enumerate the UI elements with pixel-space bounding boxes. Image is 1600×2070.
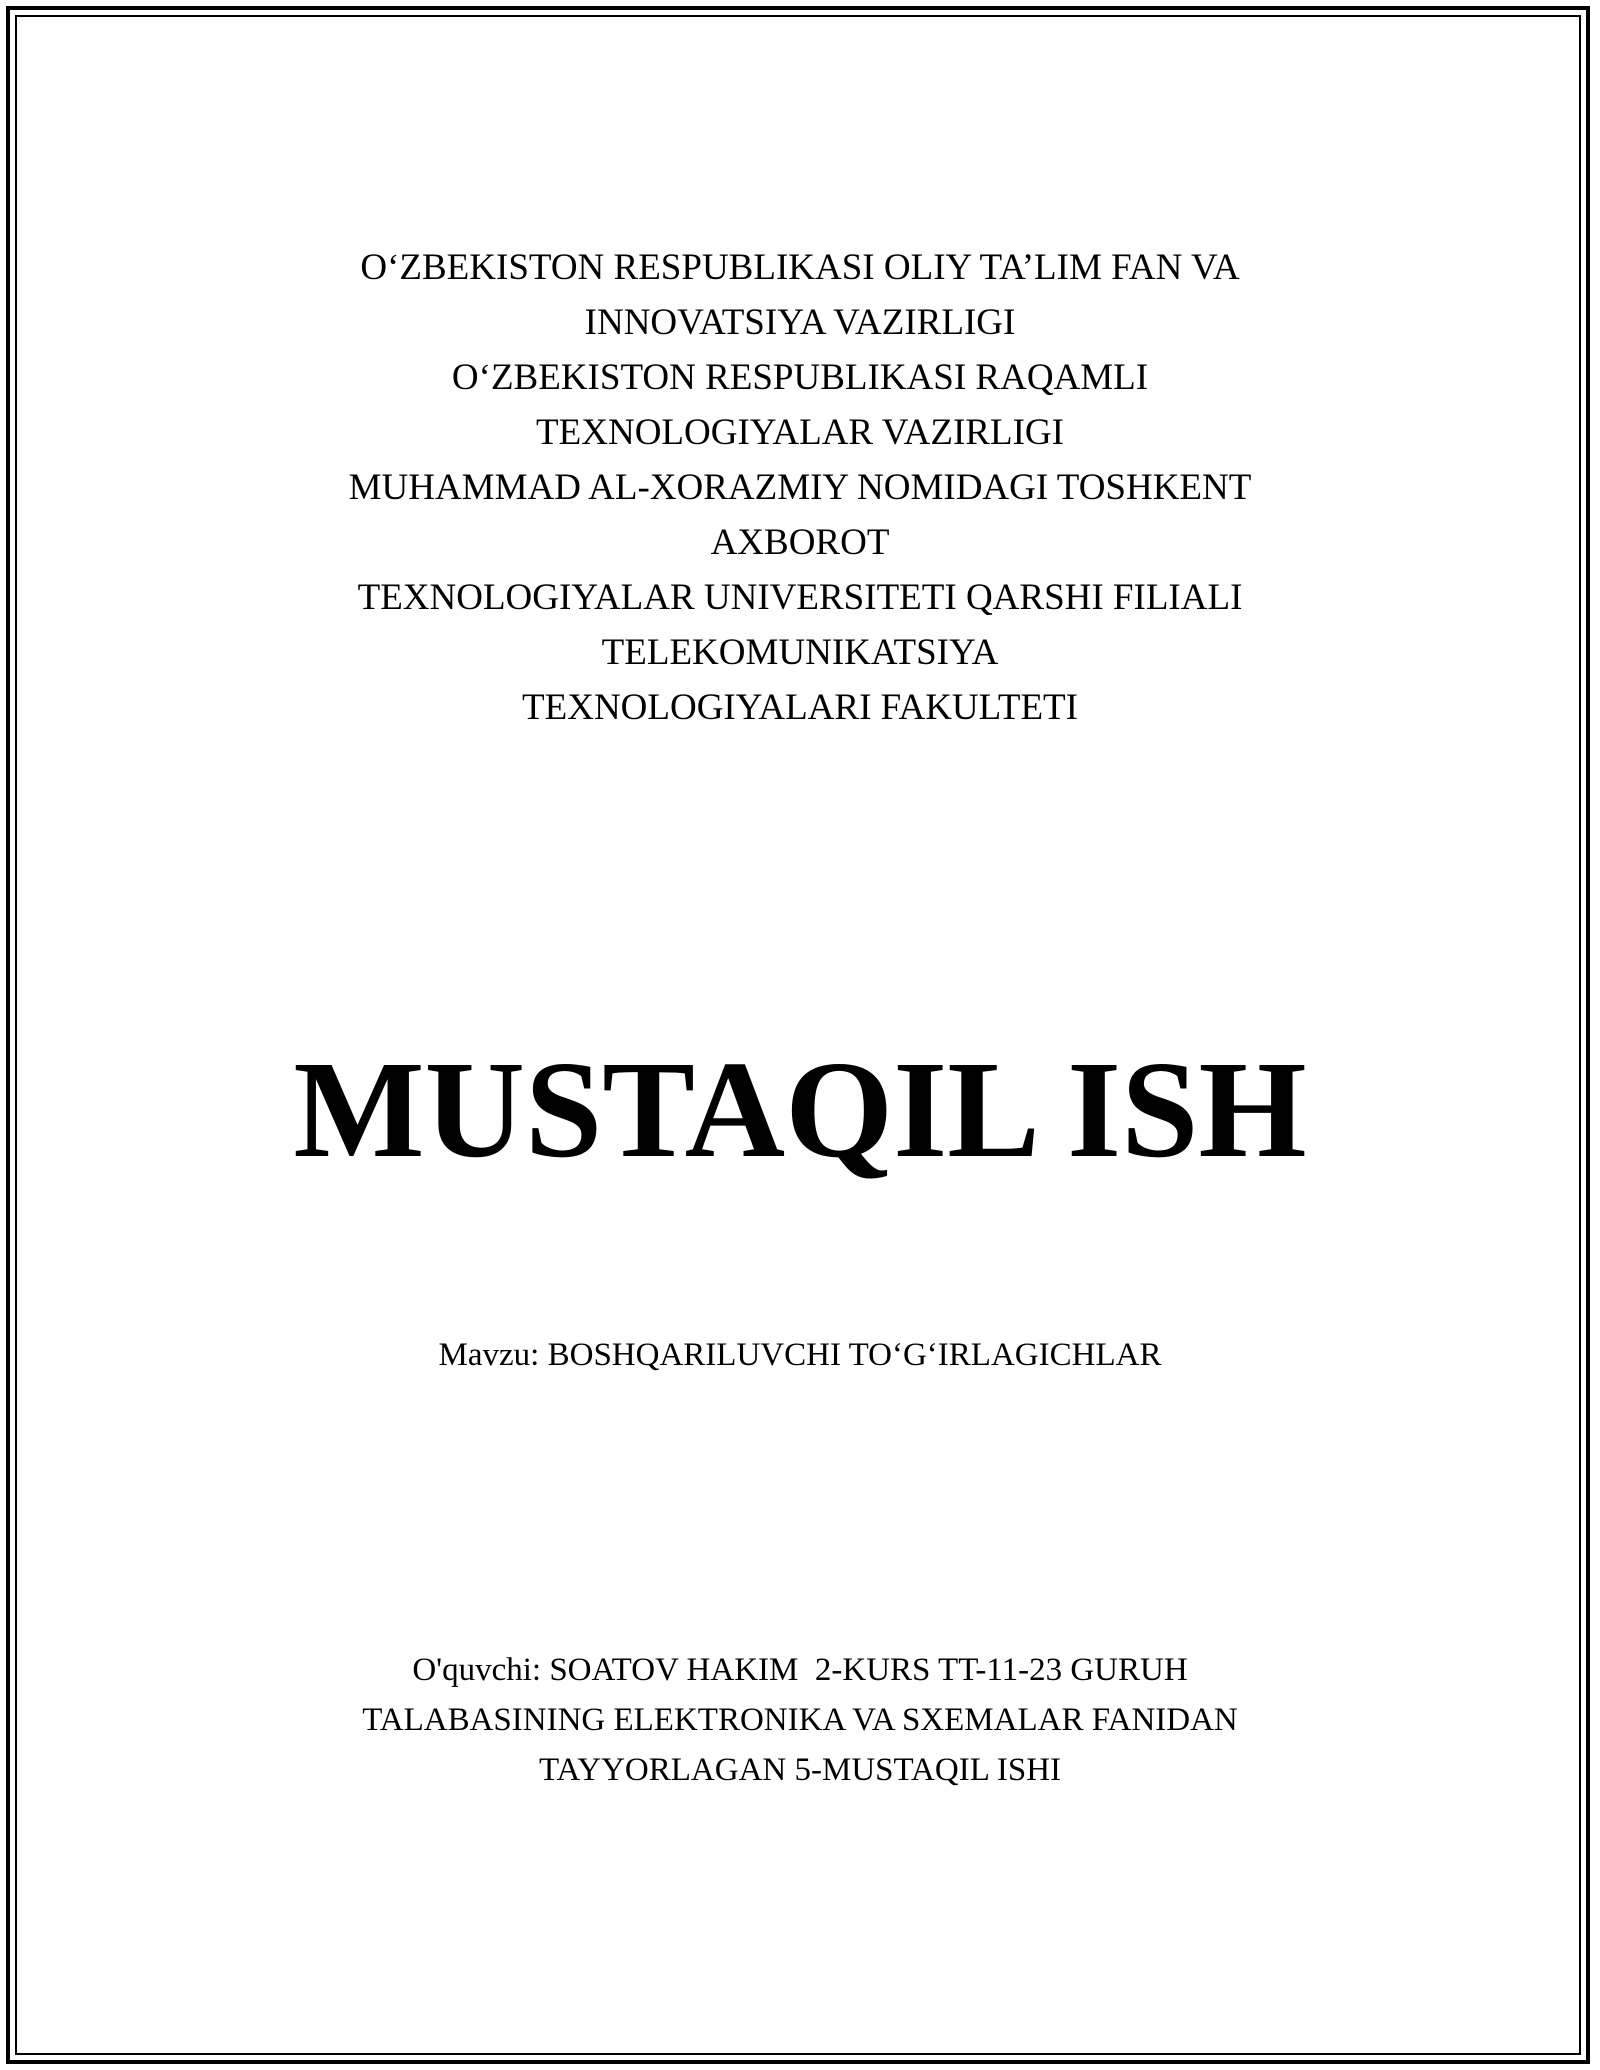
header-line: O‘ZBEKISTON RESPUBLIKASI OLIY TA’LIM FAN VA xyxy=(360,247,1240,288)
header-line: MUHAMMAD AL-XORAZMIY NOMIDAGI TOSHKENT xyxy=(348,467,1252,508)
header-line: TEXNOLOGIYALAR UNIVERSITETI QARSHI FILIALI xyxy=(357,577,1243,618)
header-line: AXBOROT xyxy=(710,522,890,563)
student-line: O'quvchi: SOATOV HAKIM 2-KURS TT-11-23 GURUH xyxy=(412,1652,1188,1688)
student-info xyxy=(0,1645,1600,1795)
student-line: TALABASINING ELEKTRONIKA VA SXEMALAR FANIDAN xyxy=(362,1702,1238,1738)
header-line: O‘ZBEKISTON RESPUBLIKASI RAQAMLI xyxy=(451,357,1149,398)
topic-line: Mavzu: BOSHQARILUVCHI TO‘G‘IRLAGICHLAR xyxy=(438,1337,1162,1373)
header-line: TELEKOMUNIKATSIYA xyxy=(601,632,999,673)
header-line: INNOVATSIYA VAZIRLIGI xyxy=(584,302,1016,343)
header-line: TEXNOLOGIYALAR VAZIRLIGI xyxy=(536,412,1064,453)
header-line: TEXNOLOGIYALARI FAKULTETI xyxy=(522,687,1078,728)
document-title: MUSTAQIL ISH xyxy=(293,1033,1307,1187)
student-line: TAYYORLAGAN 5-MUSTAQIL ISHI xyxy=(538,1752,1062,1788)
institution-header xyxy=(0,240,1600,735)
